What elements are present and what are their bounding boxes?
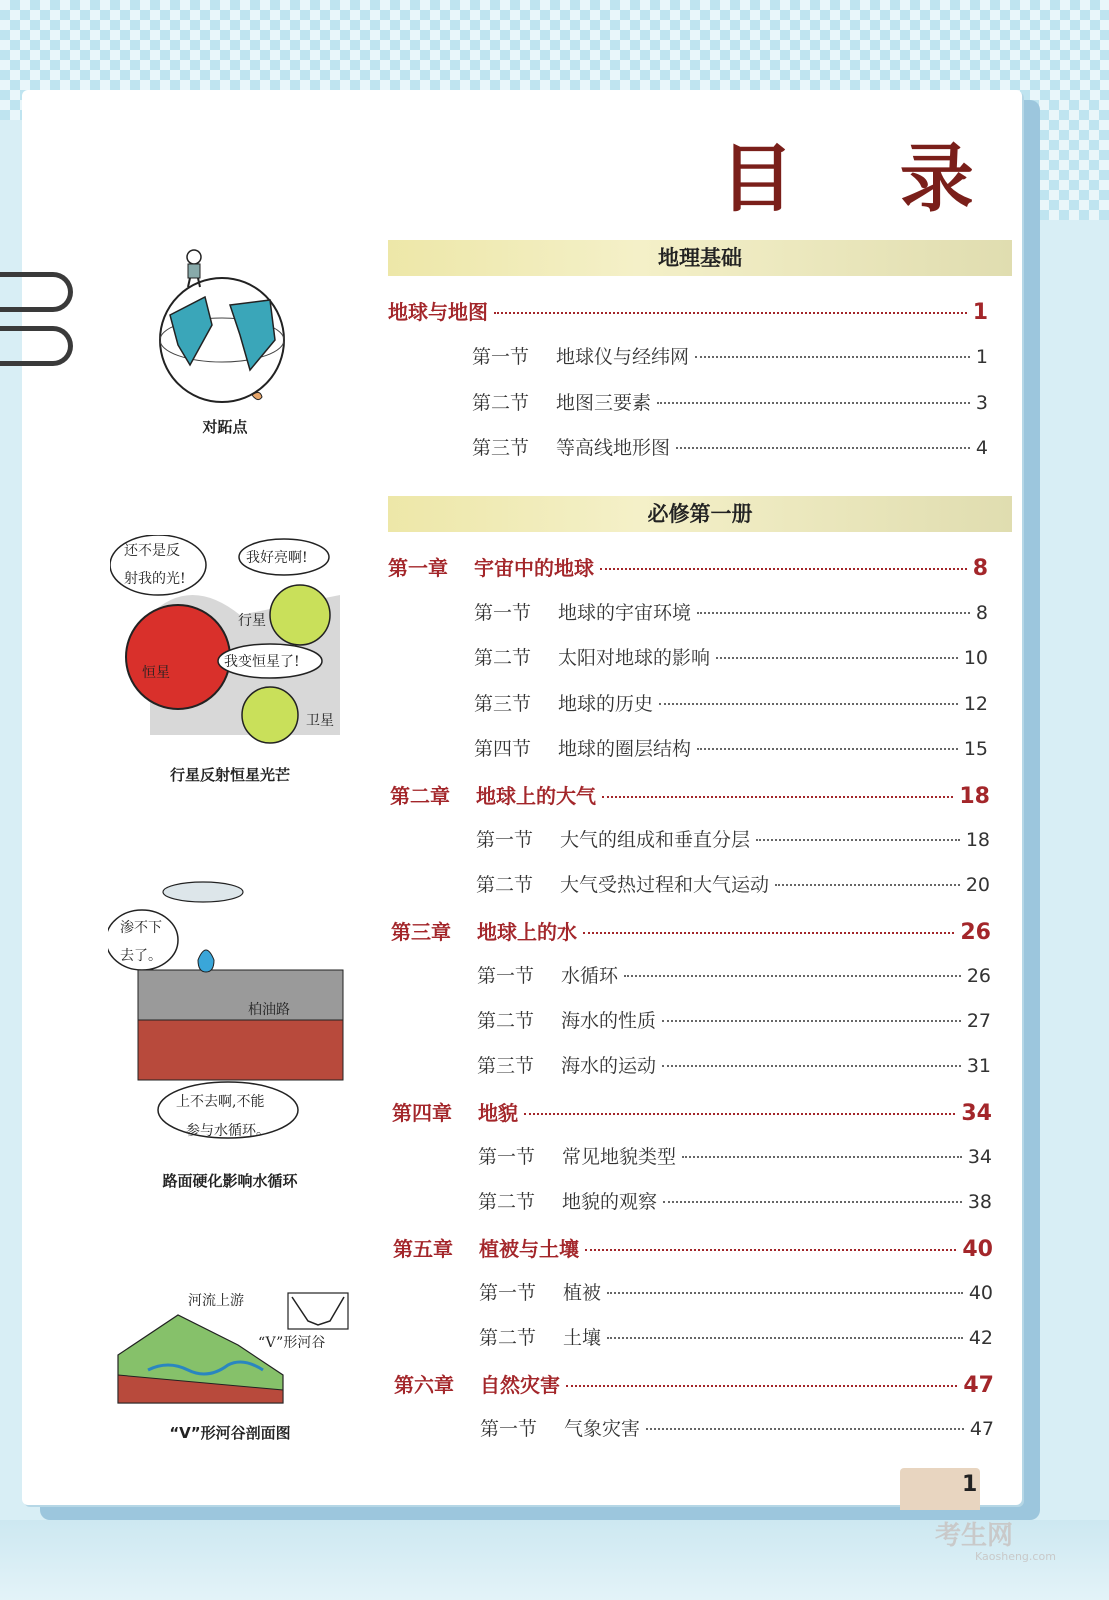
star-sphere xyxy=(126,605,230,709)
item-label: 第一节 xyxy=(480,1418,538,1440)
item-page: 47 xyxy=(969,1418,994,1440)
item-title: 大气的组成和垂直分层 xyxy=(560,829,751,851)
chapter-label: 第六章 xyxy=(394,1373,454,1397)
chapter-title: 地球上的水 xyxy=(477,920,577,944)
dot-leader xyxy=(624,975,961,977)
dot-leader xyxy=(585,1249,956,1251)
dot-leader xyxy=(775,884,960,886)
item-title: 常见地貌类型 xyxy=(562,1146,677,1168)
dot-leader xyxy=(646,1428,964,1430)
chapter-page: 1 xyxy=(972,300,988,325)
chapter-page: 8 xyxy=(972,556,988,581)
toc-item[interactable] xyxy=(476,870,990,897)
person-head xyxy=(187,250,201,264)
dot-leader xyxy=(697,612,970,614)
svg-text:卫星: 卫星 xyxy=(306,713,334,729)
toc-chapter-earth-and-maps[interactable] xyxy=(388,296,988,325)
chapter-title: 植被与土壤 xyxy=(479,1237,579,1261)
valley-illustration xyxy=(108,1285,353,1410)
item-label: 第二节 xyxy=(474,647,532,669)
planet-illustration xyxy=(110,535,350,760)
chapter-page: 18 xyxy=(959,784,990,809)
item-page: 34 xyxy=(967,1146,992,1168)
item-title: 地球仪与经纬网 xyxy=(556,346,690,368)
svg-text:我好亮啊!: 我好亮啊! xyxy=(246,550,308,566)
section-band-compulsory-1: 必修第一册 xyxy=(388,496,1012,532)
item-label: 第二节 xyxy=(478,1191,536,1213)
dot-leader xyxy=(659,703,958,705)
toc-chapter[interactable] xyxy=(392,1097,992,1126)
item-page: 12 xyxy=(963,693,988,715)
dot-leader xyxy=(566,1385,957,1387)
chapter-title: 自然灾害 xyxy=(480,1373,560,1397)
page-title: 目 录 xyxy=(720,136,1014,222)
item-label: 第二节 xyxy=(472,392,530,414)
dot-leader xyxy=(682,1156,962,1158)
road-illustration xyxy=(108,880,348,1160)
item-title: 海水的性质 xyxy=(561,1010,657,1032)
dot-leader xyxy=(657,402,970,404)
item-title: 地图三要素 xyxy=(556,392,652,414)
soil-layer xyxy=(138,1020,343,1080)
item-label: 第三节 xyxy=(472,437,530,459)
item-title: 地球的历史 xyxy=(558,693,654,715)
item-label: 第三节 xyxy=(477,1055,535,1077)
item-page: 8 xyxy=(975,602,988,624)
watermark-url: Kaosheng.com xyxy=(975,1550,1056,1563)
item-label: 第四节 xyxy=(474,738,532,760)
item-page: 31 xyxy=(966,1055,991,1077)
toc-item[interactable] xyxy=(478,1187,992,1214)
chapter-title: 宇宙中的地球 xyxy=(474,556,594,580)
item-title: 地貌的观察 xyxy=(562,1191,658,1213)
toc-chapter[interactable] xyxy=(388,552,988,581)
item-page: 1 xyxy=(975,346,988,368)
item-title: 地球的宇宙环境 xyxy=(558,602,692,624)
dot-leader xyxy=(663,1201,962,1203)
item-label: 第一节 xyxy=(476,829,534,851)
item-label: 第二节 xyxy=(477,1010,535,1032)
item-title: 地球的圈层结构 xyxy=(558,738,692,760)
chapter-label: 第三章 xyxy=(391,920,451,944)
toc-item[interactable] xyxy=(474,598,988,625)
svg-text:还不是反: 还不是反 xyxy=(124,543,180,559)
satellite-sphere xyxy=(242,687,298,743)
dot-leader xyxy=(607,1337,963,1339)
dot-leader xyxy=(695,356,970,358)
item-page: 3 xyxy=(975,392,988,414)
item-page: 38 xyxy=(967,1191,992,1213)
chapter-page: 34 xyxy=(961,1101,992,1126)
person-body xyxy=(188,264,200,278)
page-number: 1 xyxy=(962,1472,978,1497)
svg-text:渗不下: 渗不下 xyxy=(120,920,162,936)
binder-ring-bottom xyxy=(0,326,73,366)
item-page: 15 xyxy=(963,738,988,760)
chapter-label: 第四章 xyxy=(392,1101,452,1125)
toc-item[interactable] xyxy=(479,1278,993,1305)
item-title: 水循环 xyxy=(561,965,619,987)
chapter-title: 地球上的大气 xyxy=(476,784,596,808)
dot-leader xyxy=(676,447,970,449)
dot-leader xyxy=(697,748,958,750)
svg-text:射我的光!: 射我的光! xyxy=(124,571,186,587)
item-page: 10 xyxy=(963,647,988,669)
item-page: 18 xyxy=(965,829,990,851)
toc-chapter[interactable] xyxy=(393,1233,993,1262)
item-page: 42 xyxy=(968,1327,993,1349)
svg-text:参与水循环。: 参与水循环。 xyxy=(186,1123,270,1139)
toc-item[interactable] xyxy=(472,342,988,369)
dot-leader xyxy=(600,568,967,570)
svg-text:“V”形河谷: “V”形河谷 xyxy=(258,1335,326,1351)
item-label: 第一节 xyxy=(477,965,535,987)
item-page: 26 xyxy=(966,965,991,987)
item-label: 第三节 xyxy=(474,693,532,715)
toc-chapter[interactable] xyxy=(390,780,990,809)
svg-text:恒星: 恒星 xyxy=(142,665,170,681)
chapter-page: 26 xyxy=(960,920,991,945)
item-label: 第一节 xyxy=(478,1146,536,1168)
toc-chapter[interactable] xyxy=(394,1369,994,1398)
chapter-title: 地貌 xyxy=(478,1101,518,1125)
toc-item[interactable] xyxy=(472,388,988,415)
toc-item[interactable] xyxy=(477,1006,991,1033)
toc-chapter[interactable] xyxy=(391,916,991,945)
caption-road: 路面硬化影响水循环 xyxy=(162,1172,298,1190)
chapter-label: 第五章 xyxy=(393,1237,453,1261)
chapter-label: 第一章 xyxy=(388,556,448,580)
toc-item[interactable] xyxy=(472,433,988,460)
globe-illustration xyxy=(150,245,300,410)
svg-text:柏油路: 柏油路 xyxy=(248,1002,290,1018)
toc-item[interactable] xyxy=(476,825,990,852)
dot-leader xyxy=(662,1065,961,1067)
dot-leader xyxy=(662,1020,961,1022)
planet-sphere xyxy=(270,585,330,645)
item-title: 太阳对地球的影响 xyxy=(558,647,711,669)
water-drop xyxy=(198,950,214,972)
dot-leader xyxy=(494,312,967,314)
person-bottom xyxy=(252,392,262,399)
item-label: 第二节 xyxy=(479,1327,537,1349)
item-title: 等高线地形图 xyxy=(556,437,671,459)
item-page: 27 xyxy=(966,1010,991,1032)
chapter-title: 地球与地图 xyxy=(388,300,488,324)
chapter-page: 47 xyxy=(963,1373,994,1398)
item-page: 4 xyxy=(975,437,988,459)
chapter-label: 第二章 xyxy=(390,784,450,808)
item-page: 20 xyxy=(965,874,990,896)
svg-text:上不去啊,不能: 上不去啊,不能 xyxy=(176,1094,265,1110)
section-band-basics: 地理基础 xyxy=(388,240,1012,276)
svg-text:我变恒星了!: 我变恒星了! xyxy=(224,654,300,670)
dot-leader xyxy=(524,1113,955,1115)
caption-planet: 行星反射恒星光芒 xyxy=(169,766,290,784)
toc-item[interactable] xyxy=(477,961,991,988)
dot-leader xyxy=(607,1292,963,1294)
cloud xyxy=(163,882,243,902)
item-label: 第一节 xyxy=(479,1282,537,1304)
caption-antipode: 对跖点 xyxy=(202,418,248,436)
toc-item[interactable] xyxy=(474,643,988,670)
toc-item[interactable] xyxy=(474,734,988,761)
caption-valley: “V”形河谷剖面图 xyxy=(169,1424,291,1442)
asphalt-layer xyxy=(138,970,343,1020)
item-title: 植被 xyxy=(563,1282,602,1304)
item-label: 第一节 xyxy=(472,346,530,368)
dot-leader xyxy=(756,839,960,841)
item-title: 大气受热过程和大气运动 xyxy=(560,874,770,896)
watermark: 考生网 xyxy=(935,1521,1014,1551)
dot-leader xyxy=(583,932,954,934)
toc-item[interactable] xyxy=(480,1414,994,1441)
toc-item[interactable] xyxy=(479,1323,993,1350)
toc-item[interactable] xyxy=(477,1051,991,1078)
dot-leader xyxy=(716,657,958,659)
item-label: 第一节 xyxy=(474,602,532,624)
chapter-page: 40 xyxy=(962,1237,993,1262)
valley-inset xyxy=(288,1293,348,1329)
toc-item[interactable] xyxy=(474,689,988,716)
svg-text:去了。: 去了。 xyxy=(120,948,162,964)
item-title: 气象灾害 xyxy=(564,1418,641,1440)
svg-text:行星: 行星 xyxy=(238,613,266,629)
dot-leader xyxy=(602,796,953,798)
item-title: 海水的运动 xyxy=(561,1055,657,1077)
item-title: 土壤 xyxy=(563,1327,602,1349)
svg-text:河流上游: 河流上游 xyxy=(188,1293,244,1309)
item-label: 第二节 xyxy=(476,874,534,896)
item-page: 40 xyxy=(968,1282,993,1304)
toc-item[interactable] xyxy=(478,1142,992,1169)
binder-ring-top xyxy=(0,272,73,312)
